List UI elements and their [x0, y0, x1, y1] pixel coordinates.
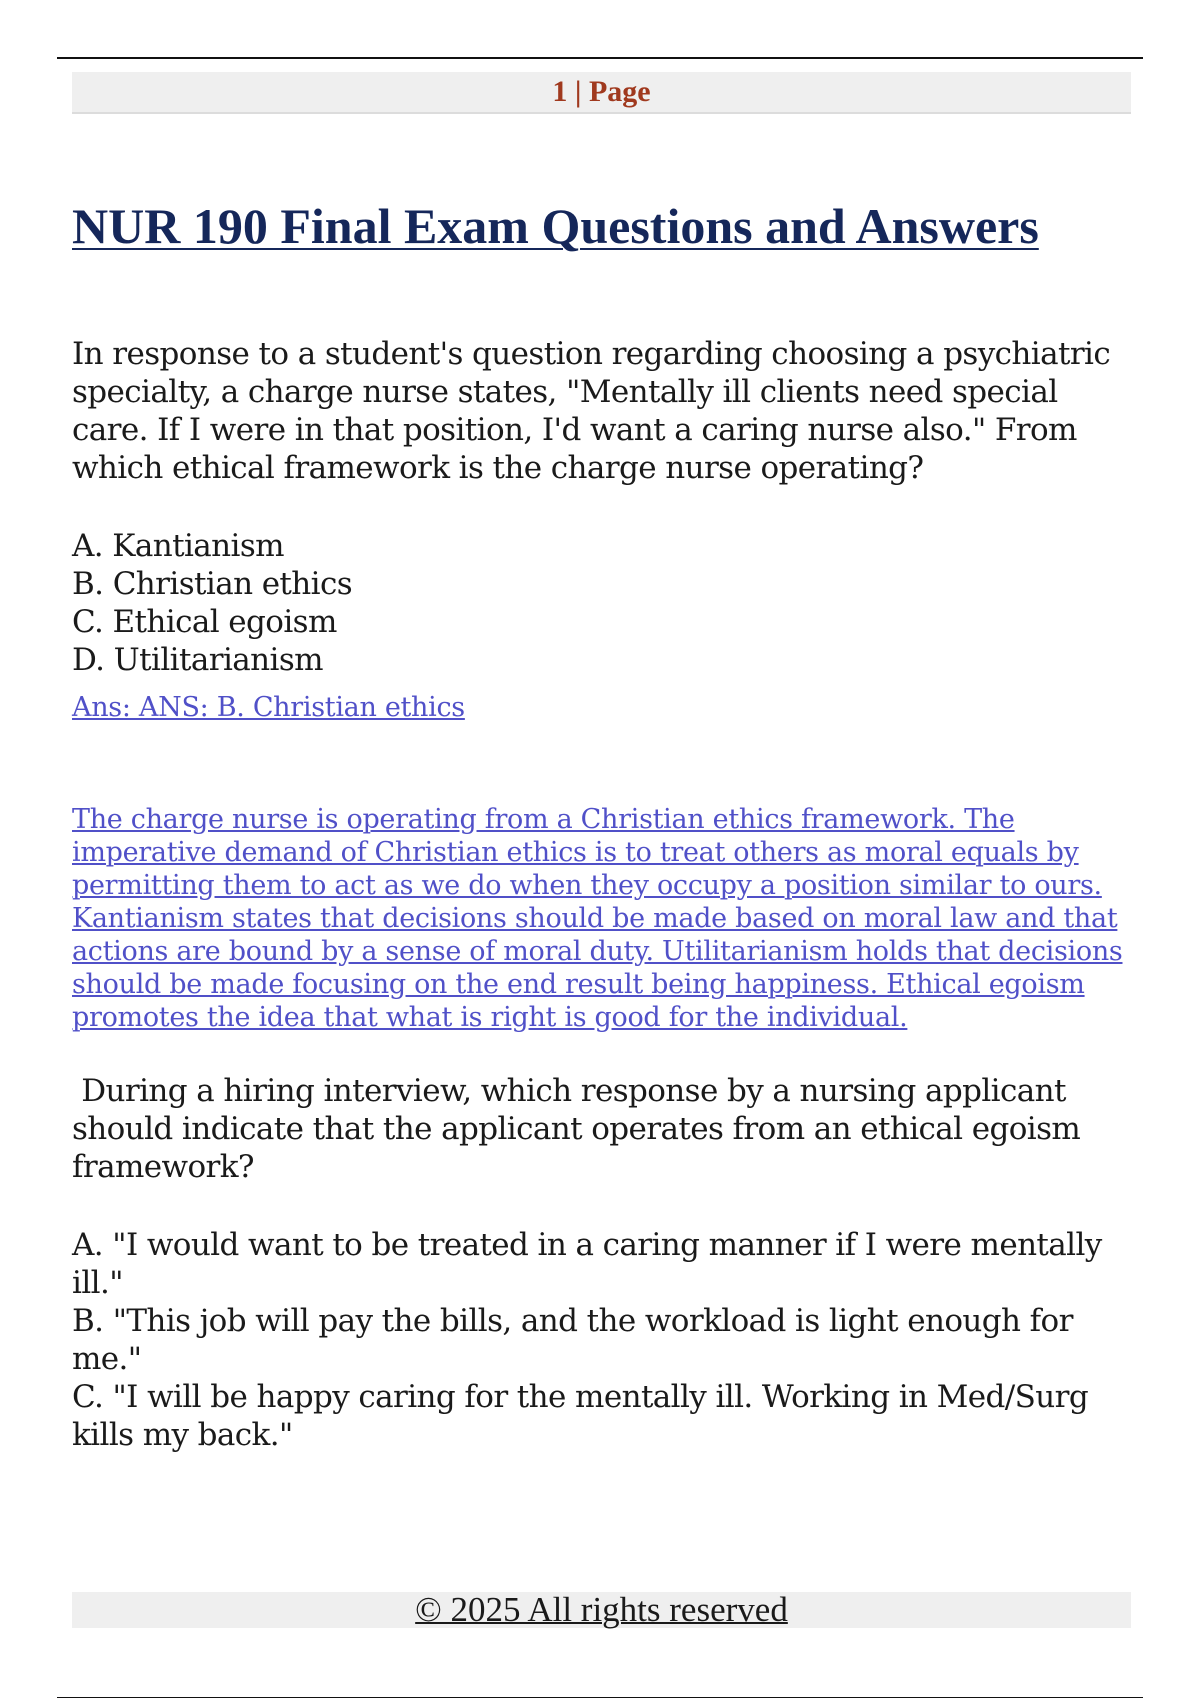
option-2c: C. "I will be happy caring for the mentally ill. Working in Med/Surg kills my back." [72, 1379, 1089, 1453]
document-body [72, 335, 1138, 1454]
rationale-link-1[interactable]: The charge nurse is operating from a Christian ethics framework. The imperative demand of Christian ethics is to treat others as moral equals by permitting them to act as we do when they occupy a position similar to ours. Kantianism states that decisions should be made based on moral law and that actions are bound by a sense of moral duty. Utilitarianism holds that decisions should be made focusing on the end result being happiness. Ethical egoism promotes the idea that what is right is good for the individual. [72, 804, 1123, 1033]
copyright-text: © 2025 All rights reserved [415, 1590, 788, 1629]
page-footer [72, 1592, 1131, 1628]
option-2b: B. "This job will pay the bills, and the workload is light enough for me." [72, 1303, 1073, 1377]
option-1c: C. Ethical egoism [72, 604, 337, 640]
option-1b: B. Christian ethics [72, 566, 353, 602]
question-text-2: During a hiring interview, which response by a nursing applicant should indicate that the applicant operates from an ethical egoism framework? [72, 1073, 1090, 1185]
page-number-label: 1 | Page [552, 75, 651, 108]
option-2a: A. "I would want to be treated in a caring manner if I were mentally ill." [72, 1227, 1102, 1301]
question-options-2 [72, 1226, 1138, 1454]
document-title: NUR 190 Final Exam Questions and Answers [72, 198, 1039, 254]
option-1a: A. Kantianism [72, 528, 284, 564]
answer-link-1[interactable]: Ans: ANS: B. Christian ethics [72, 692, 465, 723]
top-rule [57, 57, 1143, 59]
question-block-2 [72, 1072, 1138, 1454]
page-header [72, 72, 1131, 114]
question-block-1 [72, 335, 1138, 1034]
question-options-1 [72, 527, 1138, 679]
bottom-rule [57, 1697, 1143, 1698]
question-text-1: In response to a student's question regarding choosing a psychiatric specialty, a charge nurse states, "Mentally ill clients need special care. If I were in that position, I'd want a caring nurse also." From which ethical framework is the charge nurse operating? [72, 336, 1111, 486]
option-1d: D. Utilitarianism [72, 642, 323, 678]
